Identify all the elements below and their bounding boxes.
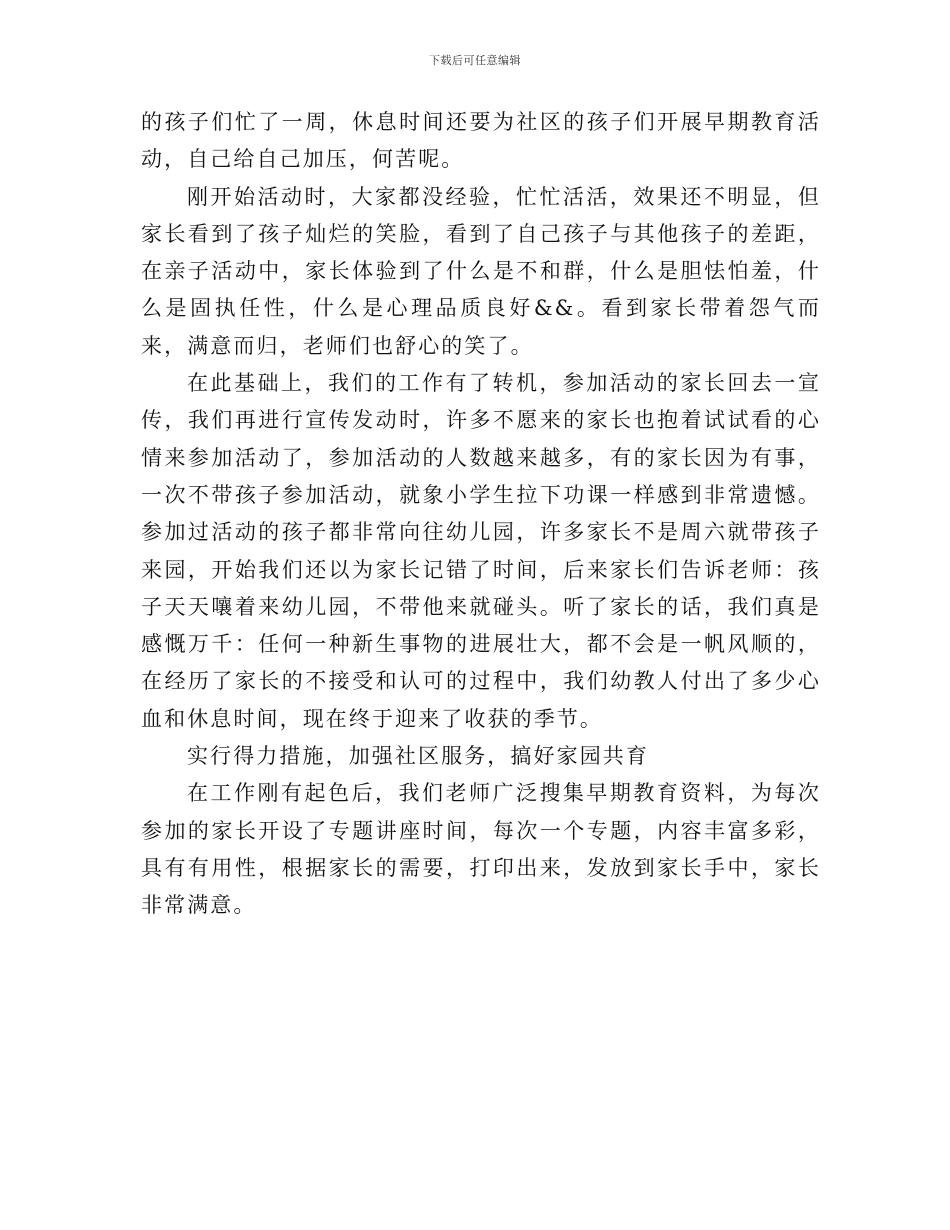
paragraph: 在此基础上，我们的工作有了转机，参加活动的家长回去一宣传，我们再进行宣传发动时，许多不愿来的家长也抱着试试看的心情来参加活动了，参加活动的人数越来越多，有的家长因为有事，一次不带孩子参加活动，就象小学生拉下功课一样感到非常遗憾。参加过活动的孩子都非常向往幼儿园，许多家长不是周六就带孩子来园，开始我们还以为家长记错了时间，后来家长们告诉老师：孩子天天嚷着来幼儿园，不带他来就碰头。听了家长的话，我们真是感慨万千：任何一种新生事物的进展壮大，都不会是一帆风顺的，在经历了家长的不接受和认可的过程中，我们幼教人付出了多少心血和休息时间，现在终于迎来了收获的季节。: [141, 371, 821, 731]
paragraph: 刚开始活动时，大家都没经验，忙忙活活，效果还不明显，但家长看到了孩子灿烂的笑脸，看到了自己孩子与其他孩子的差距，在亲子活动中，家长体验到了什么是不和群，什么是胆怯怕羞，什么是固执任性，什么是心理品质良好&&。看到家长带着怨气而来，满意而归，老师们也舒心的笑了。: [141, 184, 821, 358]
paragraph: 在工作刚有起色后，我们老师广泛搜集早期教育资料，为每次参加的家长开设了专题讲座时间，每次一个专题，内容丰富多彩，具有有用性，根据家长的需要，打印出来，发放到家长手中，家长非常满意。: [141, 781, 821, 918]
document-body: [141, 104, 821, 925]
section-heading: 实行得力措施，加强社区服务，搞好家园共育: [187, 744, 649, 769]
page-header: 下载后可任意编辑: [429, 54, 521, 67]
paragraph: 的孩子们忙了一周，休息时间还要为社区的孩子们开展早期教育活动，自己给自己加压，何苦呢。: [141, 110, 821, 172]
